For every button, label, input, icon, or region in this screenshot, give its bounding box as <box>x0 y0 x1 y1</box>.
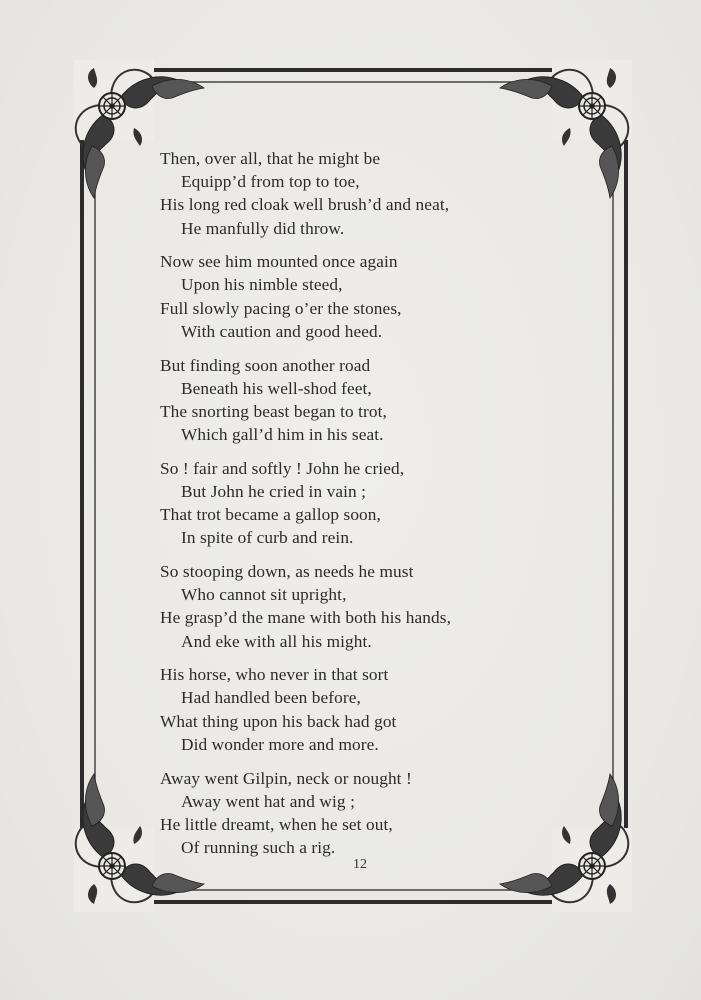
poem-line: So ! fair and softly ! John he cried, <box>160 458 405 478</box>
poem-line: His long red cloak well brush’d and neat, <box>160 195 450 215</box>
poem-line: Away went Gilpin, neck or nought ! <box>160 768 412 788</box>
poem-line: He grasp’d the mane with both his hands, <box>160 608 452 628</box>
poem-line: The snorting beast began to trot, <box>160 401 387 421</box>
poem-line: He manfully did throw. <box>181 218 345 238</box>
poem-line: He little dreamt, when he set out, <box>160 814 393 834</box>
poem-line: And eke with all his might. <box>181 631 372 651</box>
poem-line: His horse, who never in that sort <box>160 665 389 685</box>
stanza <box>160 250 560 343</box>
poem-line: Which gall’d him in his seat. <box>181 425 384 445</box>
poem-line: So stooping down, as needs he must <box>160 562 414 581</box>
stanza <box>160 767 560 860</box>
poem-line: With caution and good heed. <box>181 321 383 341</box>
poem-line: Had handled been before, <box>181 688 361 708</box>
stanza <box>160 147 560 240</box>
poem-line: Equipp’d from top to toe, <box>181 172 360 192</box>
page-number: 12 <box>353 857 367 872</box>
poem-line: What thing upon his back had got <box>160 711 397 731</box>
poem-line: Beneath his well-shod feet, <box>181 378 372 398</box>
poem-line: Full slowly pacing o’er the stones, <box>160 298 402 318</box>
poem-line: Did wonder more and more. <box>181 734 379 754</box>
poem-line: Now see him mounted once again <box>160 252 398 272</box>
stanza <box>160 663 560 756</box>
stanza <box>160 457 560 550</box>
poem-line: That trot became a gallop soon, <box>160 505 381 525</box>
poem-line: But finding soon another road <box>160 355 371 375</box>
stanza <box>160 354 560 447</box>
poem-line: Away went hat and wig ; <box>181 791 355 811</box>
poem-line: Who cannot sit upright, <box>181 585 347 605</box>
poem-line: Then, over all, that he might be <box>160 149 381 168</box>
poem-line: In spite of curb and rein. <box>181 528 354 548</box>
poem-line: Of running such a rig. <box>181 838 336 858</box>
stanza <box>160 560 560 653</box>
poem-text <box>160 147 560 870</box>
poem-line: But John he cried in vain ; <box>181 481 367 501</box>
poem-line: Upon his nimble steed, <box>181 275 343 295</box>
